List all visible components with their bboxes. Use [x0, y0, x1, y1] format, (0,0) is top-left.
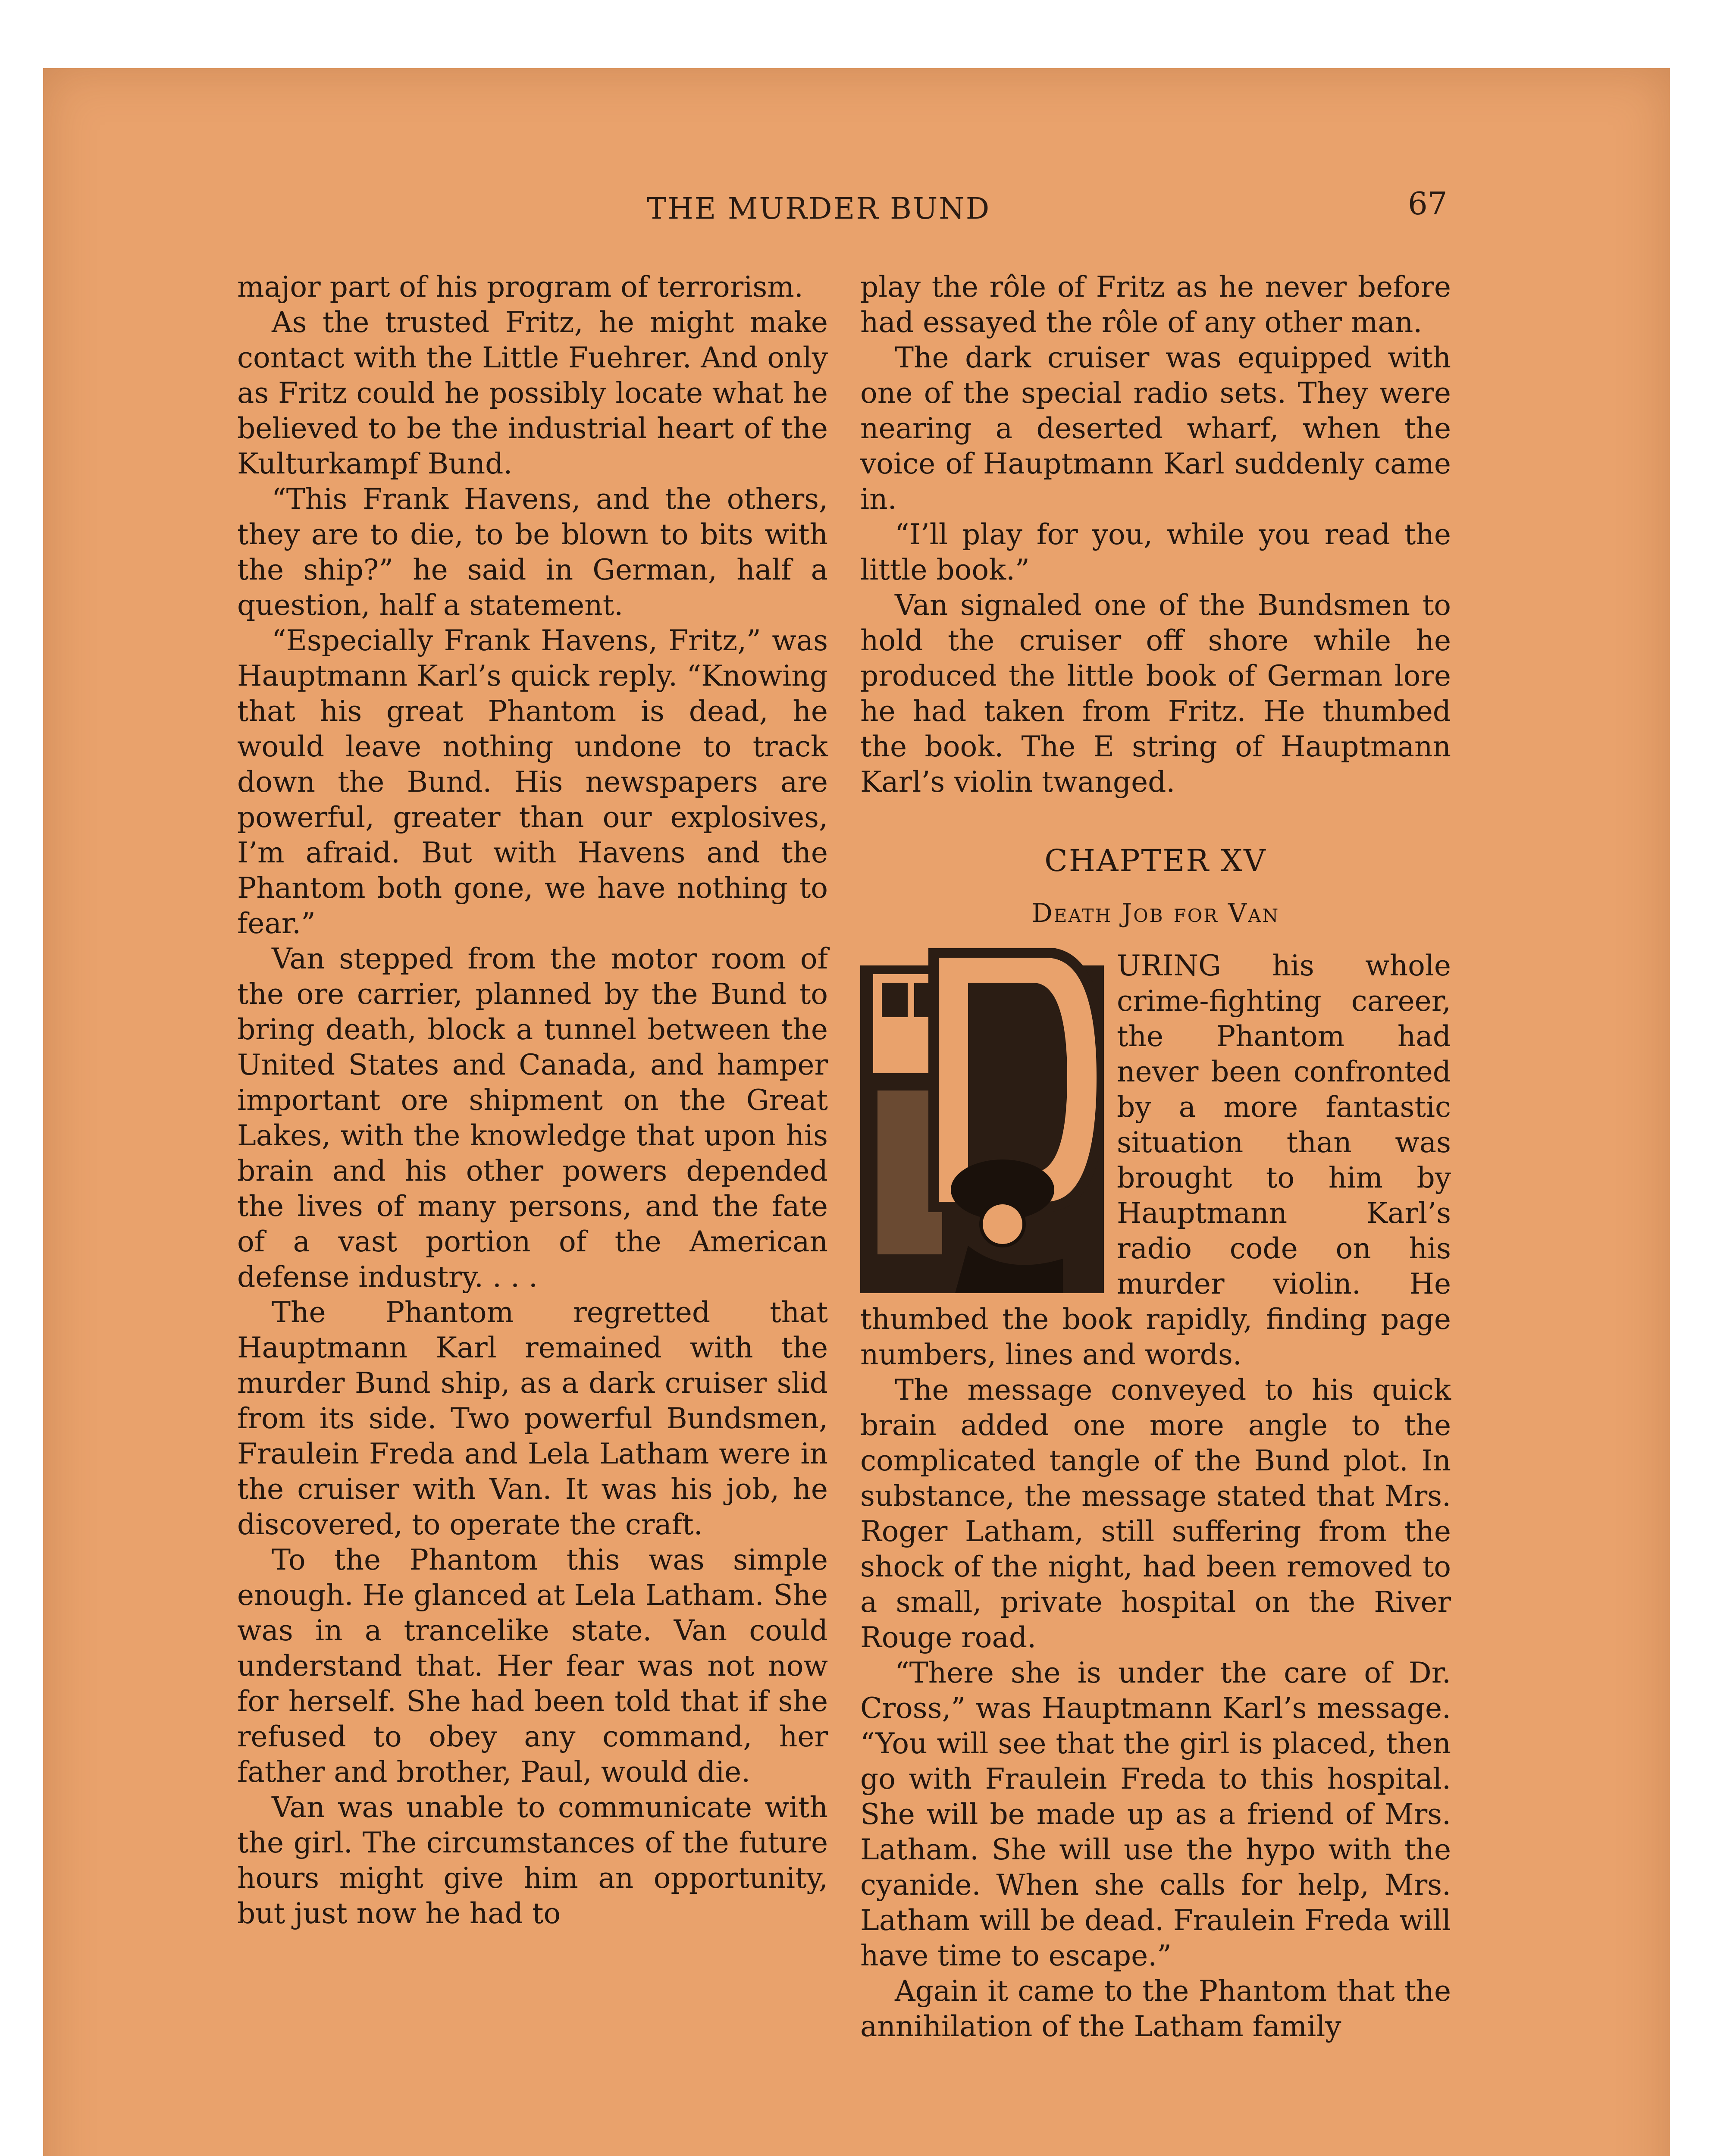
chapter-subtitle: Death Job for Van [1031, 898, 1280, 928]
paragraph: Van was unable to communicate with the girl. The circumstances of the future hours might give him an opportunity, but just now he had to [237, 1791, 828, 1930]
paragraph: Again it came to the Phantom that the annihilation of the Latham family [860, 1974, 1451, 2043]
drop-cap-illustration [860, 948, 1104, 1293]
paragraph: As the trusted Fritz, he might make contact with the Little Fuehrer. And only as Fritz could he possibly locate what he believed to be the industrial heart of the Kulturkampf Bund. [237, 306, 828, 480]
paragraph: Van stepped from the motor room of the ore carrier, planned by the Bund to bring death, block a tunnel between the United States and Canada, and hamper important ore shipment on the Great Lakes, with the knowledge that upon his brain and his other powers depended the lives of many persons, and the fate of a vast portion of the American defense industry. . . . [237, 942, 828, 1294]
left-column [237, 270, 828, 1931]
paragraph: “This Frank Havens, and the others, they are to die, to be blown to bits with the ship?” he said in German, half a question, half a statement. [237, 483, 828, 622]
paragraph: “I’ll play for you, while you read the little book.” [860, 518, 1451, 586]
drop-cap-image [860, 948, 1104, 1293]
paragraph: The dark cruiser was equipped with one of the special radio sets. They were nearing a deserted wharf, when the voice of Hauptmann Karl suddenly came in. [860, 341, 1451, 516]
paragraph: “Especially Frank Havens, Fritz,” was Hauptmann Karl’s quick reply. “Knowing that his great Phantom is dead, he would leave nothing undone to track down the Bund. His newspapers are powerful, greater than our explosives, I’m afraid. But with Havens and the Phantom both gone, we have nothing to fear.” [237, 624, 828, 940]
paragraph: Van signaled one of the Bundsmen to hold the cruiser off shore while he produced the little book of German lore he had taken from Fritz. He thumbed the book. The E string of Hauptmann Karl’s violin twanged. [860, 589, 1451, 799]
running-head: THE MURDER BUND [647, 192, 991, 226]
chapter-title: CHAPTER XV [1044, 843, 1267, 878]
page-number: 67 [1408, 185, 1448, 222]
paragraph: The message conveyed to his quick brain added one more angle to the complicated tangle of the Bund plot. In substance, the message stated that Mrs. Roger Latham, still suffering from the shock of the night, had been removed to a small, private hospital on the River Rouge road. [860, 1373, 1451, 1654]
paragraph: major part of his program of terrorism. [237, 270, 803, 304]
paragraph: play the rôle of Fritz as he never before had essayed the rôle of any other man. [860, 270, 1451, 339]
chapter-opening: URING his whole crime-fighting career, the Phantom had never been confronted by a more fantastic situation than was brought to him by Hauptmann Karl’s radio code on his murder violin. He thumbed the book rapidly, finding page numbers, lines and words. [860, 949, 1451, 1371]
right-column [860, 270, 1451, 2044]
paragraph: To the Phantom this was simple enough. He glanced at Lela Latham. She was in a trancelike state. Van could understand that. Her fear was not now for herself. She had been told that if she refused to obey any command, her father and brother, Paul, would die. [237, 1543, 828, 1789]
paragraph: The Phantom regretted that Hauptmann Karl remained with the murder Bund ship, as a dark cruiser slid from its side. Two powerful Bundsmen, Fraulein Freda and Lela Latham were in the cruiser with Van. It was his job, he discovered, to operate the craft. [237, 1296, 828, 1541]
drop-cap-letter: D [860, 948, 861, 949]
paragraph: “There she is under the care of Dr. Cross,” was Hauptmann Karl’s message. “You will see that the girl is placed, then go with Fraulein Freda to this hospital. She will be made up as a friend of Mrs. Latham. She will use the hypo with the cyanide. When she calls for help, Mrs. Latham will be dead. Fraulein Freda will have time to escape.” [860, 1656, 1451, 1972]
